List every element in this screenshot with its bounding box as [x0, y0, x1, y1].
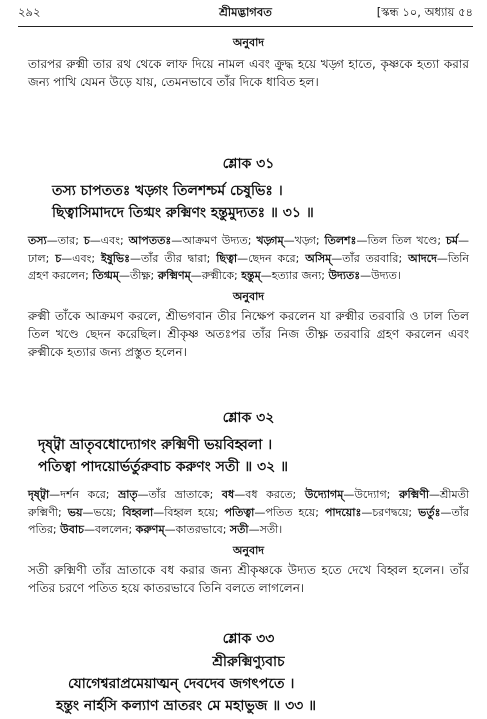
gloss-word: তিলশঃ	[324, 234, 357, 247]
gloss-meaning: হত্যার জন্য;	[271, 269, 329, 282]
translation-block-30	[28, 34, 469, 91]
gloss-word: রুক্মিণম্	[157, 269, 191, 282]
verse-line-1: তস্য চাপততঃ খড়্গং তিলশশ্চর্ম চেষুভিঃ ।	[52, 183, 283, 199]
gloss-word: তিগ্মম্	[92, 269, 119, 282]
gloss-word: উদ্যতঃ	[328, 269, 361, 282]
translation-heading: অনুবাদ	[232, 289, 265, 303]
gloss-word: বধ	[221, 488, 235, 501]
gloss-meaning: পতিত হয়ে;	[265, 505, 325, 519]
gloss-word: পাদয়োঃ	[324, 505, 362, 519]
gloss-meaning: আক্রমণ উদ্যত;	[182, 234, 257, 247]
gloss-word: বিহ্বলা	[122, 505, 154, 519]
gloss-word: তস্য	[28, 234, 47, 247]
gloss-meaning: বধ করতে;	[245, 488, 305, 501]
gloss-word: চর্ম	[445, 234, 459, 247]
gloss-meaning: বিহ্বল হয়ে;	[164, 505, 225, 519]
verse-line-1: দৃষ্ট্বা ভ্রাতৃবধোদ্যোগং রুক্মিণী ভয়বিহ্বলা ।	[38, 437, 273, 453]
translation-text: সতী রুক্মিণী তাঁর ভ্রাতাকে বধ করার জন্য শ্রীকৃষ্ণকে উদ্যত হতে দেখে বিহ্বল হলেন। তাঁর পতির চরণে পতিত হয়ে কাতরভাবে তিনি বলতে লাগলেন।	[28, 562, 469, 595]
gloss-meaning: তাঁর তীর দ্বারা;	[140, 251, 217, 265]
gloss-meaning: সতী।	[259, 523, 283, 536]
gloss-meaning: তাঁর ভ্রাতাকে;	[148, 488, 222, 501]
gloss-word: ভর্তুঃ	[418, 505, 441, 519]
gloss-meaning: এবং;	[100, 234, 129, 247]
verse-31	[28, 152, 469, 361]
verse-label: শ্লোক ৩৩	[222, 631, 275, 647]
gloss-word: উদ্যোগম্	[304, 488, 344, 501]
gloss-word: দৃষ্ট্বা	[28, 488, 50, 501]
gloss-word: চ	[83, 234, 90, 247]
gloss-meaning: রুক্মীকে;	[201, 269, 242, 282]
gloss-meaning: খড়্গ;	[294, 234, 325, 247]
book-title: শ্রীমদ্ভাগবত	[219, 5, 272, 19]
verse-label: শ্লোক ৩১	[222, 156, 275, 172]
gloss-meaning: তাঁর পতির;	[28, 505, 469, 536]
translation-text: রুক্মী তাঁকে আক্রমণ করলে, শ্রীভগবান তীর নিক্ষেপ করলেন যা রুক্মীর তরবারি ও ঢাল তিল তিল খণ্ডে ছেদন করেছিল। শ্রীকৃষ্ণ অতঃপর তাঁর নিজ তীক্ষ্ণ তরবারি গ্রহণ করলেন এবং রুক্মীকে হত্যার জন্য প্রস্তুত হলেন।	[28, 308, 469, 359]
running-header	[18, 4, 473, 20]
verse-speaker: শ্রীরুক্মিণ্যুবাচ	[212, 654, 285, 670]
gloss-word: আদদে	[408, 251, 437, 265]
gloss-meaning: তিল তিল খণ্ডে;	[367, 234, 446, 247]
word-glosses: তস্য—তার; চ—এবং; আপততঃ—আক্রমণ উদ্যত; খড়্গম্—খড়্গ; তিলশঃ—তিল তিল খণ্ডে; চর্ম—ঢাল; চ—এবং; ইষুভিঃ—তাঁর তীর দ্বারা; ছিত্বা—ছেদন করে; অসিম্—তাঁর তরবারি; আদদে—তিনি গ্রহণ করলেন; তিগ্মম্—তীক্ষ্ণ; রুক্মিণম্—রুক্মীকে; হন্তুম্—হত্যার জন্য; উদ্যতঃ—উদ্যত।	[28, 234, 470, 282]
gloss-meaning: দর্শন করে;	[60, 488, 119, 501]
gloss-meaning: তার;	[57, 234, 84, 247]
gloss-word: সতী	[229, 523, 249, 536]
section-reference: [স্কন্ধ ১০, অধ্যায় ৫৪	[376, 5, 473, 19]
verse-line-2: ছিত্বাসিমাদদে তিগ্মং রুক্মিণং হন্তুমুদ্যতঃ ॥ ৩১ ॥	[52, 205, 314, 221]
word-glosses: দৃষ্ট্বা—দর্শন করে; ভ্রাতৃ—তাঁর ভ্রাতাকে; বধ—বধ করতে; উদ্যোগম্—উদ্যোগ; রুক্মিণী—শ্রীমতী রুক্মিণী; ভয়—ভয়ে; বিহ্বলা—বিহ্বল হয়ে; পতিত্বা—পতিত হয়ে; পাদয়োঃ—চরণদ্বয়ে; ভর্তুঃ—তাঁর পতির; উবাচ—বললেন; করুণম্—কাতরভাবে; সতী—সতী।	[28, 488, 469, 536]
gloss-meaning: ঢাল;	[28, 251, 56, 265]
gloss-word: হন্তুম্	[241, 269, 261, 282]
translation-heading: অনুবাদ	[232, 36, 265, 49]
gloss-word: ইষুভিঃ	[100, 251, 130, 265]
gloss-meaning: চরণদ্বয়ে;	[372, 505, 419, 519]
gloss-word: চ	[55, 251, 62, 265]
gloss-word: খড়্গম্	[256, 234, 284, 247]
gloss-meaning: ছেদন করে;	[248, 251, 306, 265]
gloss-meaning: ভয়ে;	[93, 505, 123, 519]
translation-heading: অনুবাদ	[232, 543, 265, 557]
header-divider	[18, 26, 473, 27]
gloss-meaning: উদ্যোগ;	[354, 488, 400, 501]
gloss-word: পতিত্বা	[224, 505, 255, 519]
gloss-word: ভ্রাতৃ	[118, 488, 138, 501]
gloss-word: ভয়	[67, 505, 83, 519]
verse-33	[28, 627, 469, 717]
translation-text: তারপর রুক্মী তার রথ থেকে লাফ দিয়ে নামল এবং ক্রুদ্ধ হয়ে খড়্গ হাতে, কৃষ্ণকে হত্যা করার জন্য পাখি যেমন উড়ে যায়, তেমনভাবে তাঁর দিকে ধাবিত হল।	[28, 57, 469, 89]
verse-line-2: হন্তুং নার্হসি কল্যাণ ভ্রাতরং মে মহাভুজ ॥ ৩৩ ॥	[56, 698, 317, 714]
gloss-word: রুক্মিণী	[399, 488, 430, 501]
gloss-word: উবাচ	[60, 523, 84, 536]
gloss-meaning: শ্রীমতী রুক্মিণী;	[28, 488, 469, 519]
gloss-meaning: এবং;	[72, 251, 101, 265]
verse-label: শ্লোক ৩২	[222, 410, 275, 426]
verse-line-2: পতিত্বা পাদয়োর্ভর্তুরুবাচ করুণং সতী ॥ ৩২ ॥	[38, 459, 289, 475]
verse-line-1: যোগেশ্বরাপ্রমেয়াত্মন্ দেবদেব জগৎপতে ।	[68, 676, 295, 692]
gloss-meaning: উদ্যত।	[371, 269, 401, 282]
gloss-word: করুণম্	[135, 523, 165, 536]
gloss-meaning: বললেন;	[94, 523, 136, 536]
page-number: ২৯২	[18, 5, 41, 19]
gloss-meaning: কাতরভাবে;	[175, 523, 230, 536]
gloss-word: অসিম্	[305, 251, 332, 265]
gloss-meaning: তীক্ষ্ণ;	[129, 269, 158, 282]
verse-32	[28, 406, 469, 597]
gloss-meaning: তিনি গ্রহণ করলেন;	[28, 251, 469, 282]
gloss-meaning: তাঁর তরবারি;	[342, 251, 409, 265]
gloss-word: আপততঃ	[128, 234, 172, 247]
gloss-word: ছিত্বা	[216, 251, 238, 265]
